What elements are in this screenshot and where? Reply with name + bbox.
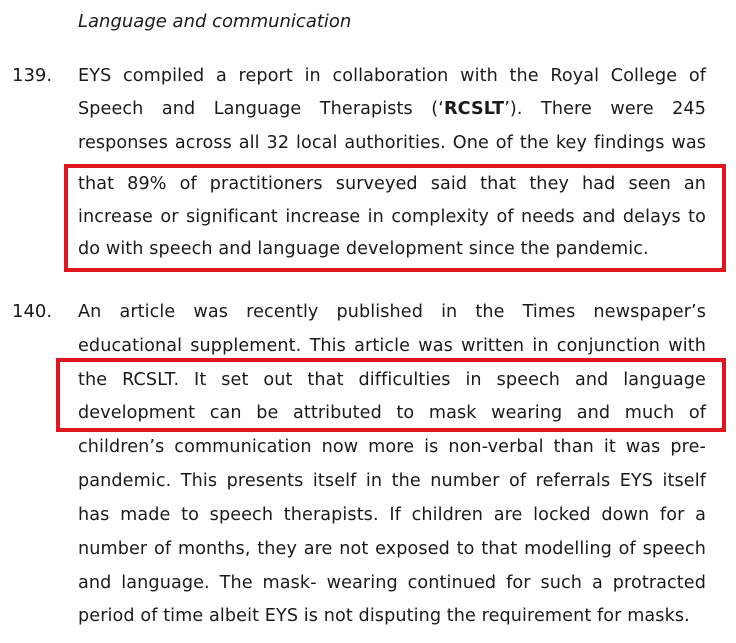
paragraph-140-line-7: has made to speech therapists. If children are locked down for a [78,505,706,525]
paragraph-140-line-6: pandemic. This presents itself in the number of referrals EYS itself [78,471,706,491]
highlight-box-139 [64,164,726,272]
paragraph-140-line-9: and language. The mask- wearing continued for such a protracted [78,573,706,593]
paragraph-139-line-4: that 89% of practitioners surveyed said that they had seen an [78,174,706,194]
rcslt-abbreviation: RCSLT [443,99,505,119]
paragraph-number-139: 139. [12,65,53,86]
paragraph-139-line-5: increase or significant increase in complexity of needs and delays to [78,207,706,227]
paragraph-140-line-4: development can be attributed to mask wearing and much of [78,403,706,423]
paragraph-number-140: 140. [12,301,53,322]
paragraph-140-line-5: children’s communication now more is non-verbal than it was pre- [78,437,706,457]
paragraph-140-line-3: the RCSLT. It set out that difficulties in speech and language [78,370,706,390]
paragraph-140-line-8: number of months, they are not exposed to that modelling of speech [78,539,706,559]
paragraph-140-line-2: educational supplement. This article was written in conjunction with [78,336,706,356]
paragraph-139-line-6: do with speech and language development since the pandemic. [78,239,649,259]
paragraph-139-line-2: Speech and Language Therapists (‘RCSLT’). There were 245 [78,99,706,119]
paragraph-139-line-3: responses across all 32 local authorities. One of the key findings was [78,133,706,153]
section-heading: Language and communication [78,11,352,32]
highlight-box-140 [56,358,726,432]
paragraph-139-line-1: EYS compiled a report in collaboration with the Royal College of [78,66,706,86]
paragraph-140-line-1: An article was recently published in the Times newspaper’s [78,302,706,322]
paragraph-140-line-10: period of time albeit EYS is not disputing the requirement for masks. [78,606,690,626]
